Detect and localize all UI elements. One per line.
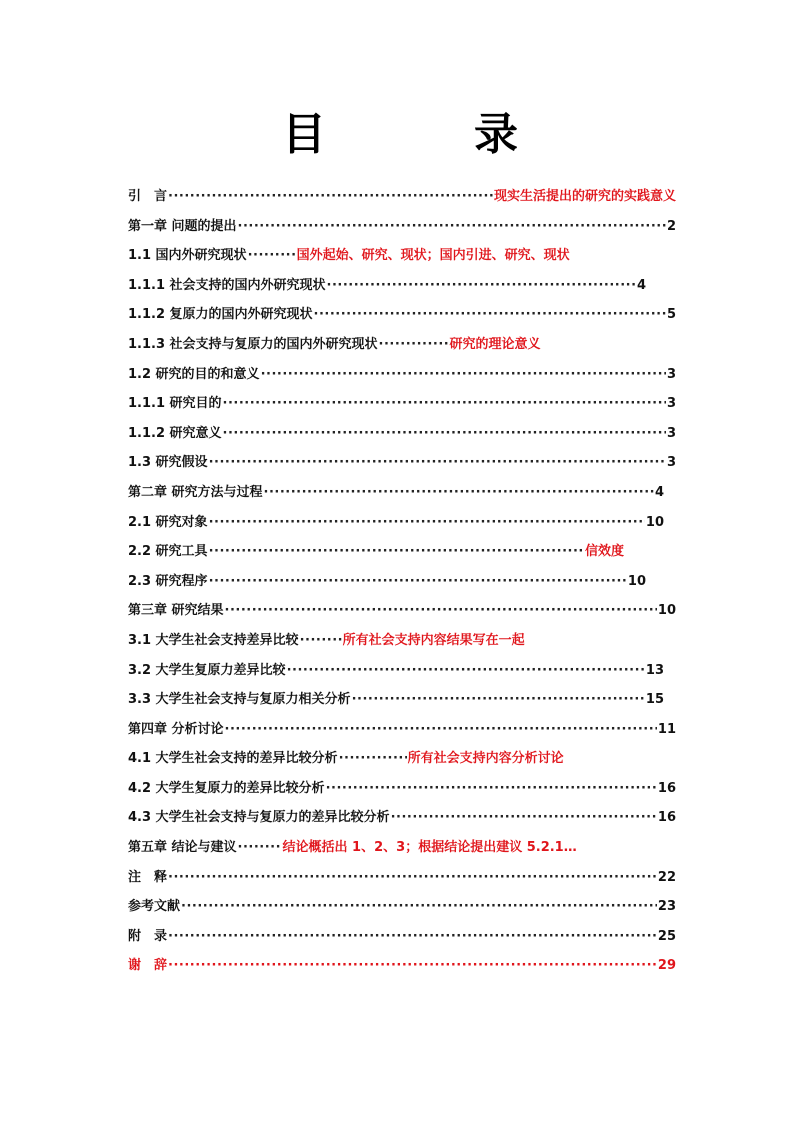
toc-entry (128, 570, 676, 600)
toc-page-number: 15 (645, 692, 664, 708)
toc-page-number: 10 (645, 514, 664, 530)
toc-entry (128, 866, 676, 896)
toc-entry (128, 215, 676, 245)
toc-label: 附 录 (128, 928, 168, 944)
toc-page-number: 5 (666, 307, 676, 323)
toc-label: 4.3 大学生社会支持与复原力的差异比较分析 (128, 810, 390, 826)
toc-entry (128, 747, 676, 777)
toc-entry (128, 481, 676, 511)
dot-leader (379, 337, 449, 352)
toc-entry (128, 836, 676, 866)
toc-page-number: 3 (666, 455, 676, 471)
toc-label: 1.1.2 研究意义 (128, 425, 222, 441)
toc-label: 4.1 大学生社会支持的差异比较分析 (128, 751, 338, 767)
table-of-contents (128, 185, 676, 984)
dot-leader (238, 840, 282, 855)
dot-leader (264, 485, 654, 500)
toc-label: 1.1.1 研究目的 (128, 396, 222, 412)
toc-entry (128, 185, 676, 215)
toc-page-number: 16 (657, 810, 676, 826)
dot-leader (287, 663, 645, 678)
dot-leader (209, 544, 584, 559)
toc-label: 第三章 研究结果 (128, 603, 224, 619)
toc-label: 参考文献 (128, 899, 181, 915)
toc-entry (128, 363, 676, 393)
dot-leader (300, 633, 342, 648)
dot-leader (225, 722, 657, 737)
toc-label: 引 言 (128, 189, 168, 204)
toc-label: 2.1 研究对象 (128, 514, 208, 530)
toc-entry (128, 274, 676, 304)
toc-entry (128, 718, 676, 748)
dot-leader (223, 396, 666, 411)
toc-entry (128, 303, 676, 333)
toc-entry (128, 540, 676, 570)
dot-leader (168, 189, 493, 204)
toc-label: 第一章 问题的提出 (128, 218, 237, 234)
toc-page-number: 22 (657, 869, 676, 885)
dot-leader (248, 248, 296, 263)
toc-page-number: 13 (645, 662, 664, 678)
toc-label: 1.1.2 复原力的国内外研究现状 (128, 307, 313, 323)
toc-page-number: 29 (657, 958, 676, 974)
toc-annotation: 国外起始、研究、现状；国内引进、研究、现状 (296, 248, 570, 264)
toc-label: 注 释 (128, 869, 168, 885)
toc-page-number: 11 (657, 721, 676, 737)
dot-leader (339, 751, 407, 766)
toc-label: 1.2 研究的目的和意义 (128, 366, 260, 382)
toc-label: 2.3 研究程序 (128, 573, 208, 589)
toc-label: 1.3 研究假设 (128, 455, 208, 471)
dot-leader (326, 781, 657, 796)
toc-annotation: 现实生活提出的研究的实践意义 (493, 189, 676, 204)
dot-leader (168, 929, 657, 944)
page-title: 目 录 (282, 109, 570, 160)
toc-label: 第二章 研究方法与过程 (128, 484, 263, 500)
toc-page-number: 25 (657, 928, 676, 944)
toc-entry (128, 954, 676, 984)
toc-entry (128, 599, 676, 629)
toc-page-number: 23 (657, 899, 676, 915)
toc-annotation: 所有社会支持内容结果写在一起 (342, 632, 525, 648)
dot-leader (391, 810, 657, 825)
dot-leader (352, 692, 645, 707)
toc-annotation: 结论概括出 1、2、3；根据结论提出建议 5.2.1… (282, 840, 577, 856)
toc-entry (128, 925, 676, 955)
dot-leader (225, 603, 657, 618)
toc-entry (128, 333, 676, 363)
toc-annotation: 研究的理论意义 (449, 336, 541, 352)
toc-entry (128, 511, 676, 541)
toc-annotation: 所有社会支持内容分析讨论 (407, 751, 564, 767)
dot-leader (209, 574, 627, 589)
toc-entry (128, 659, 676, 689)
toc-annotation: 信效度 (584, 544, 624, 560)
toc-entry (128, 451, 676, 481)
toc-entry (128, 244, 676, 274)
toc-entry (128, 777, 676, 807)
toc-label: 3.3 大学生社会支持与复原力相关分析 (128, 692, 351, 708)
toc-entry (128, 422, 676, 452)
dot-leader (327, 278, 636, 293)
toc-page-number: 10 (627, 573, 646, 589)
dot-leader (209, 455, 666, 470)
toc-label: 3.2 大学生复原力差异比较 (128, 662, 286, 678)
toc-label: 1.1.3 社会支持与复原力的国内外研究现状 (128, 336, 378, 352)
toc-entry (128, 392, 676, 422)
toc-label: 第五章 结论与建议 (128, 840, 237, 856)
toc-label: 1.1 国内外研究现状 (128, 248, 247, 264)
toc-page-number: 4 (636, 277, 646, 293)
toc-label: 2.2 研究工具 (128, 544, 208, 560)
toc-entry (128, 806, 676, 836)
toc-label: 3.1 大学生社会支持差异比较 (128, 632, 299, 648)
toc-page-number: 16 (657, 780, 676, 796)
dot-leader (261, 367, 666, 382)
toc-entry (128, 895, 676, 925)
toc-label: 4.2 大学生复原力的差异比较分析 (128, 780, 325, 796)
toc-entry (128, 629, 676, 659)
toc-label: 1.1.1 社会支持的国内外研究现状 (128, 277, 326, 293)
toc-entry (128, 688, 676, 718)
toc-page-number: 10 (657, 603, 676, 619)
toc-label: 第四章 分析讨论 (128, 721, 224, 737)
dot-leader (181, 899, 657, 914)
dot-leader (223, 426, 666, 441)
dot-leader (238, 219, 666, 234)
dot-leader (168, 870, 657, 885)
toc-page-number: 3 (666, 425, 676, 441)
dot-leader (314, 307, 666, 322)
toc-label: 谢 辞 (128, 958, 168, 974)
dot-leader (209, 515, 645, 530)
toc-page-number: 3 (666, 396, 676, 412)
toc-page-number: 4 (654, 484, 664, 500)
dot-leader (168, 958, 657, 973)
toc-page-number: 2 (666, 218, 676, 234)
toc-page-number: 3 (666, 366, 676, 382)
